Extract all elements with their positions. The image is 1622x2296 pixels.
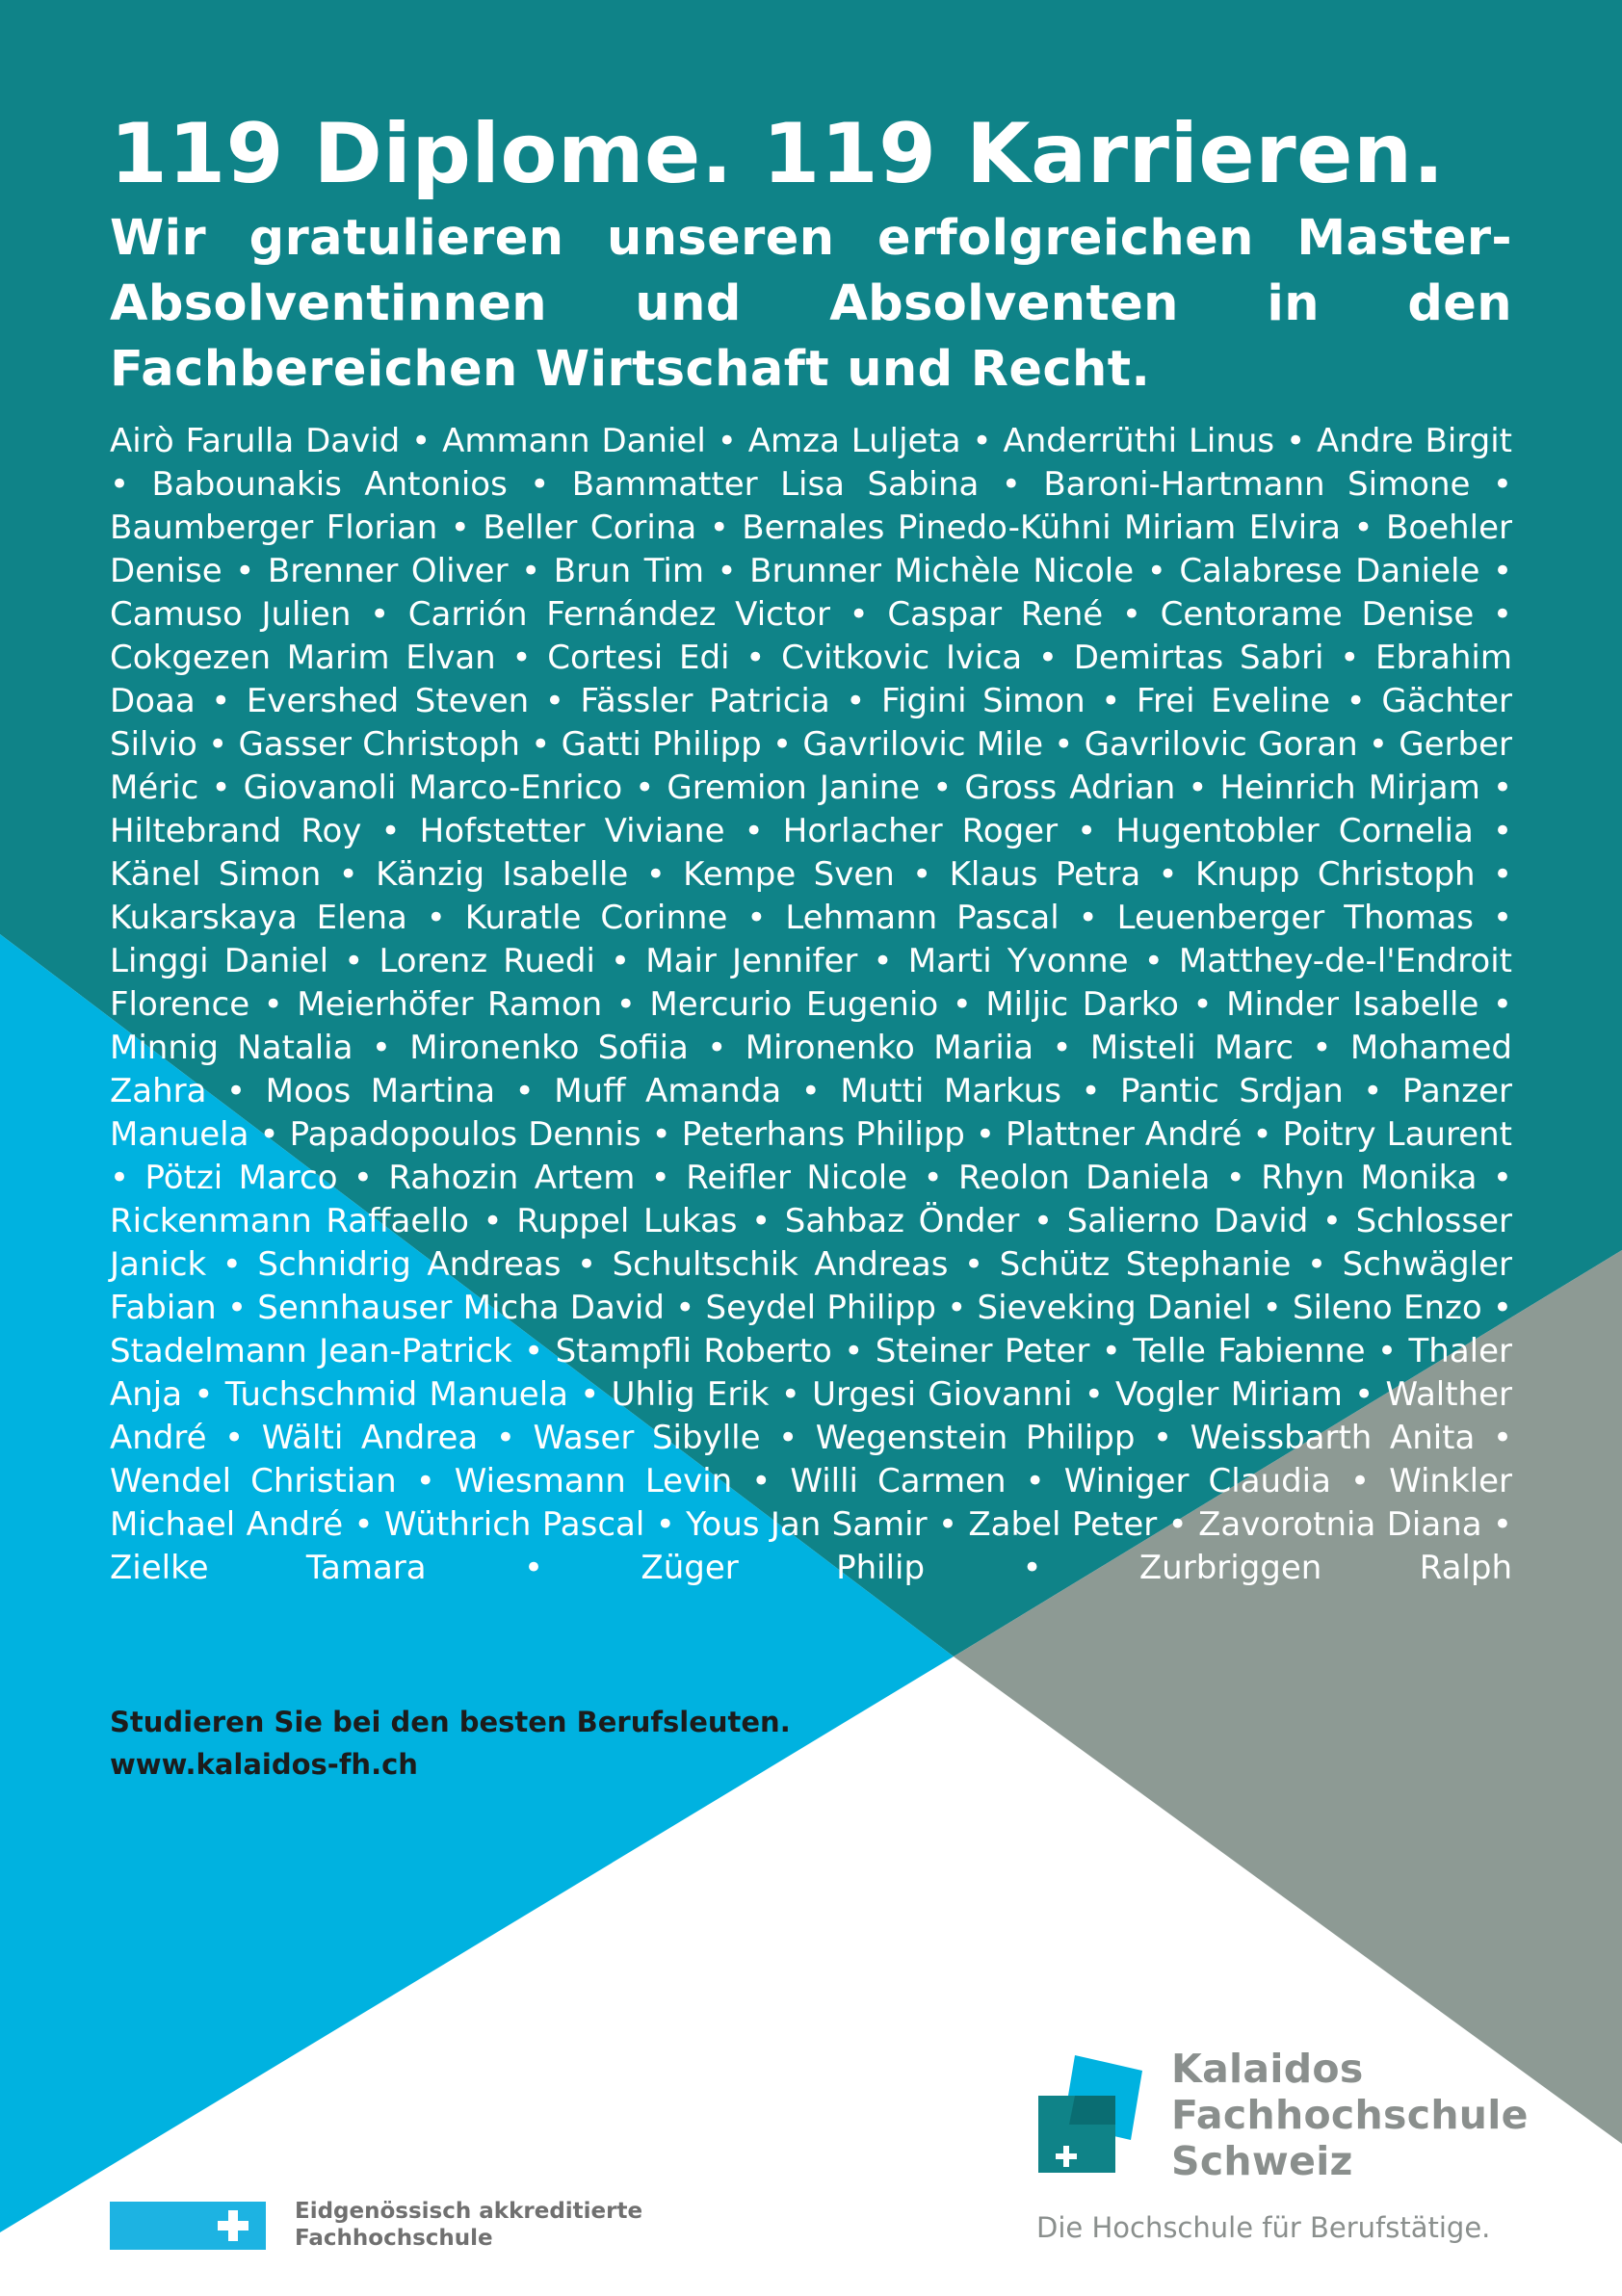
website-link[interactable]: www.kalaidos-fh.ch	[110, 1748, 418, 1781]
accreditation-label	[295, 2198, 642, 2252]
graduates-list: Airò Farulla David • Ammann Daniel • Amza Luljeta • Anderrüthi Linus • Andre Birgit • Babounakis Antonios • Bammatter Lisa Sabina • Baroni-Hartmann Simone • Baumberger Florian • Beller Corina • Bernales Pinedo-Kühni Miriam Elvira • Boehler Denise • Brenner Oliver • Brun Tim • Brunner Michèle Nicole • Calabrese Daniele • Camuso Julien • Carrión Fernández Victor • Caspar René • Centorame Denise • Cokgezen Marim Elvan • Cortesi Edi • Cvitkovic Ivica • Demirtas Sabri • Ebrahim Doaa • Evershed Steven • Fässler Patricia • Figini Simon • Frei Eveline • Gächter Silvio • Gasser Christoph • Gatti Philipp • Gavrilovic Mile • Gavrilovic Goran • Gerber Méric • Giovanoli Marco-Enrico • Gremion Janine • Gross Adrian • Heinrich Mirjam • Hiltebrand Roy • Hofstetter Viviane • Horlacher Roger • Hugentobler Cornelia • Känel Simon • Känzig Isabelle • Kempe Sven • Klaus Petra • Knupp Christoph • Kukarskaya Elena • Kuratle Corinne • Lehmann Pascal • Leuenberger Thomas • Linggi Daniel • Lorenz Ruedi • Mair Jennifer • Marti Yvonne • Matthey-de-l'Endroit Florence • Meierhöfer Ramon • Mercurio Eugenio • Miljic Darko • Minder Isabelle • Minnig Natalia • Mironenko Sofiia • Mironenko Mariia • Misteli Marc • Mohamed Zahra • Moos Martina • Muff Amanda • Mutti Markus • Pantic Srdjan • Panzer Manuela • Papadopoulos Dennis • Peterhans Philipp • Plattner André • Poitry Laurent • Pötzi Marco • Rahozin Artem • Reifler Nicole • Reolon Daniela • Rhyn Monika • Rickenmann Raffaello • Ruppel Lukas • Sahbaz Önder • Salierno David • Schlosser Janick • Schnidrig Andreas • Schultschik Andreas • Schütz Stephanie • Schwägler Fabian • Sennhauser Micha David • Seydel Philipp • Sieveking Daniel • Sileno Enzo • Stadelmann Jean-Patrick • Stampfli Roberto • Steiner Peter • Telle Fabienne • Thaler Anja • Tuchschmid Manuela • Uhlig Erik • Urgesi Giovanni • Vogler Miriam • Walther André • Wälti Andrea • Waser Sibylle • Wegenstein Philipp • Weissbarth Anita • Wendel Christian • Wiesmann Levin • Willi Carmen • Winiger Claudia • Winkler Michael André • Wüthrich Pascal • Yous Jan Samir • Zabel Peter • Zavorotnia Diana • Zielke Tamara • Züger Philip • Zurbriggen Ralph	[110, 422, 1512, 1587]
logo-name-line-3: Schweiz	[1171, 2138, 1353, 2184]
kalaidos-logo	[1036, 2046, 1539, 2273]
accreditation-line-1: Eidgenössisch akkreditierte	[295, 2199, 643, 2224]
accreditation-badge	[110, 2198, 688, 2252]
logo-tagline: Die Hochschule für Berufstätige.	[1036, 2211, 1491, 2244]
accreditation-line-2: Fachhochschule	[295, 2226, 493, 2251]
kalaidos-logo-mark-icon	[1038, 2051, 1146, 2177]
logo-wordmark	[1171, 2046, 1529, 2184]
swiss-cross-icon	[216, 2208, 250, 2243]
headline: 119 Diplome. 119 Karrieren.	[110, 106, 1445, 202]
call-to-action	[110, 1701, 791, 1786]
accreditation-flag	[110, 2202, 266, 2250]
logo-name-line-1: Kalaidos	[1171, 2046, 1364, 2092]
slogan: Studieren Sie bei den besten Berufsleuten.	[110, 1706, 791, 1738]
logo-name-line-2: Fachhochschule	[1171, 2092, 1529, 2138]
subheadline: Wir gratulieren unseren erfolgreichen Master-Absolventinnen und Absolventen in den Fachbereichen Wirtschaft und Recht.	[110, 210, 1512, 398]
